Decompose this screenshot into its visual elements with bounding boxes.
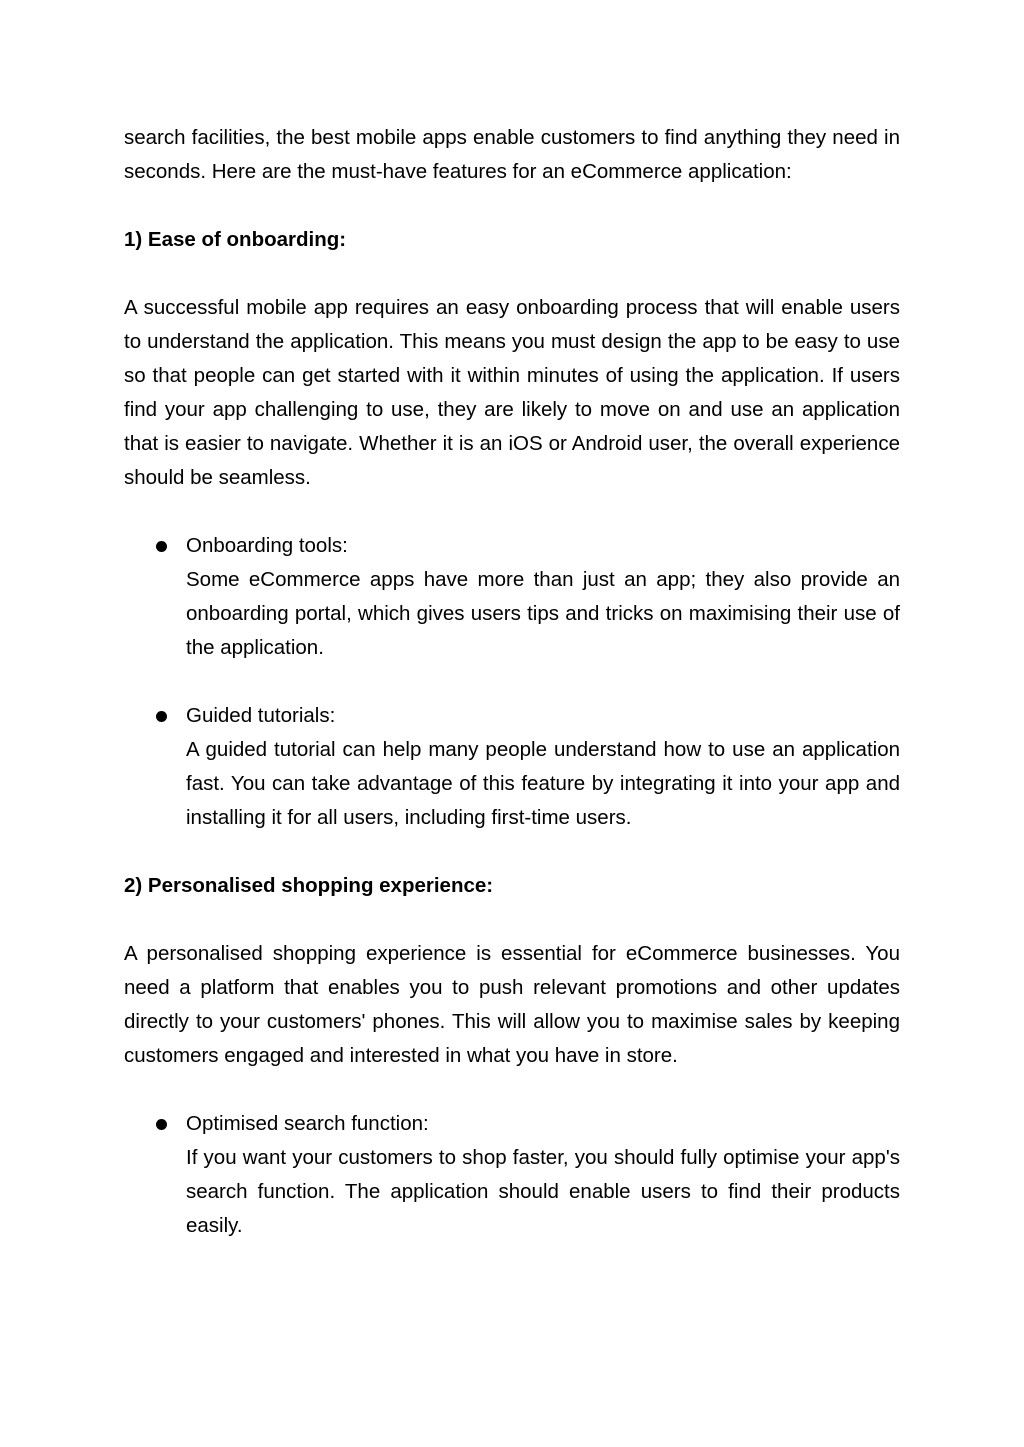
list-item: [124, 1107, 900, 1243]
bullet-icon: [156, 1119, 167, 1130]
bullet-list-onboarding: [124, 529, 900, 835]
document-page: [124, 121, 900, 1243]
bullet-text: A guided tutorial can help many people understand how to use an application fast. You can take advantage of this feature by integrating it into your app and installing it for all users, including first-time users.: [186, 738, 900, 829]
section-paragraph-onboarding: A successful mobile app requires an easy onboarding process that will enable users to understand the application. This means you must design the app to be easy to use so that people can get started with it within minutes of using the application. If users find your app challenging to use, they are likely to move on and use an application that is easier to navigate. Whether it is an iOS or Android user, the overall experience should be seamless.: [124, 296, 900, 489]
bullet-title: Onboarding tools:: [186, 534, 348, 557]
bullet-icon: [156, 711, 167, 722]
bullet-text: If you want your customers to shop faster, you should fully optimise your app's search function. The application should enable users to find their products easily.: [186, 1146, 900, 1237]
bullet-list-personalised: [124, 1107, 900, 1243]
bullet-title: Guided tutorials:: [186, 704, 336, 727]
bullet-icon: [156, 541, 167, 552]
section-heading-personalised: 2) Personalised shopping experience:: [124, 874, 494, 897]
section-heading-onboarding: 1) Ease of onboarding:: [124, 228, 347, 251]
list-item: [124, 529, 900, 665]
list-item: [124, 699, 900, 835]
bullet-title: Optimised search function:: [186, 1112, 429, 1135]
section-paragraph-personalised: A personalised shopping experience is essential for eCommerce businesses. You need a platform that enables you to push relevant promotions and other updates directly to your customers' phones. This will allow you to maximise sales by keeping customers engaged and interested in what you have in store.: [124, 942, 900, 1067]
bullet-text: Some eCommerce apps have more than just an app; they also provide an onboarding portal, which gives users tips and tricks on maximising their use of the application.: [186, 568, 900, 659]
intro-paragraph: search facilities, the best mobile apps enable customers to find anything they need in seconds. Here are the must-have features for an eCommerce application:: [124, 126, 900, 183]
